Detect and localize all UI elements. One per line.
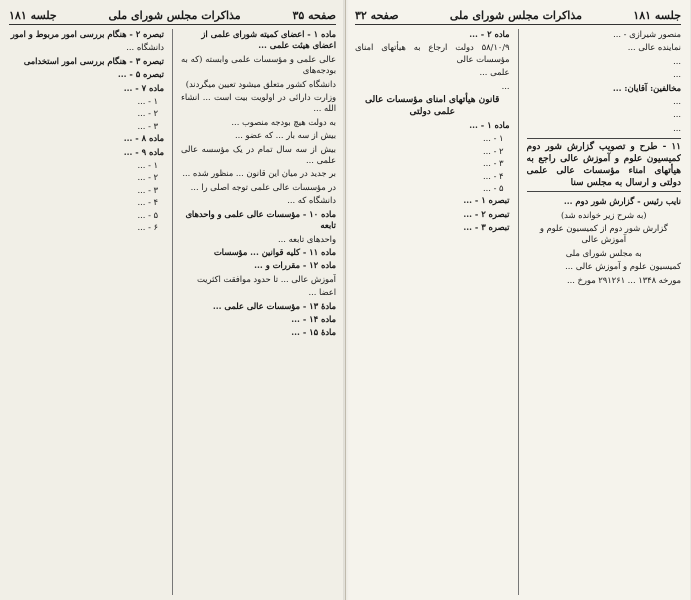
left-col-a-line-18: مادهٔ ۱۵ - ...: [291, 327, 336, 338]
left-col-b-line-6: ۲ - ...: [137, 108, 158, 119]
right-col-b-line-12: تبصره ۲ - ...: [463, 208, 510, 219]
right-col-b-line-13: تبصره ۳ - ...: [463, 222, 510, 233]
left-page-title: مذاکرات مجلس شورای ملی: [108, 8, 241, 22]
left-col-a-line-3: وزارت دارائی در اولویت بیت است ... انشاء الله ...: [181, 92, 336, 114]
right-col-a-line-8: نایب رئیس - گزارش شور دوم ...: [563, 196, 681, 207]
right-page-columns: [355, 29, 681, 595]
left-page-column-a: [181, 29, 336, 595]
left-col-a-line-12: ماده ۱۱ - کلیه قوانین ... مؤسسات: [213, 246, 336, 257]
left-col-a-line-0: ماده ۱ - اعضای کمیته شورای علمی از اعضای هیئت علمی ...: [201, 29, 336, 51]
left-col-a-line-13: ماده ۱۲ - مقررات و ...: [254, 260, 336, 271]
left-col-b-line-1: دانشگاه ...: [126, 42, 164, 53]
left-page-header: [9, 6, 336, 25]
right-col-a-line-13: مورخه ۱۳۴۸ ... ۲۹۱۲۶۱ مورخ ...: [567, 274, 681, 285]
left-col-a-line-14: آموزش عالی ... تا حدود موافقت اکثریت: [197, 273, 336, 284]
right-col-b-line-4: قانون هیأتهای امنای مؤسسات عالی علمی دولتی: [365, 95, 500, 118]
left-col-a-line-10: ماده ۱۰ - مؤسسات عالی علمی و واحدهای تابعه: [185, 208, 336, 231]
right-col-b-line-6: ۱ - ...: [483, 133, 504, 144]
left-col-b-line-11: ۲ - ...: [137, 172, 158, 183]
left-col-b-line-9: ماده ۹ - ...: [123, 146, 164, 157]
right-page-title: مذاکرات مجلس شورای ملی: [449, 8, 583, 22]
left-page-columns: [9, 29, 336, 595]
right-col-a-line-11: به مجلس شورای ملی: [565, 247, 642, 258]
left-page-column-b: [9, 29, 164, 595]
right-col-b-line-2: علمی ...: [479, 67, 510, 78]
right-column-divider: [518, 29, 519, 595]
left-col-a-line-7: بر جدید در میان این قانون ... منظور شده ...: [182, 168, 336, 179]
left-col-b-line-15: ۶ - ...: [137, 222, 158, 233]
right-page-number: صفحه ۳۲: [355, 8, 399, 22]
left-col-a-line-1: عالی علمی و مؤسسات علمی وابسته (که به بودجه‌های: [181, 53, 336, 76]
right-col-a-line-0: منصور شیرازی - ...: [613, 29, 681, 39]
right-col-b-line-11: تبصره ۱ - ...: [463, 195, 510, 206]
left-col-b-line-12: ۳ - ...: [137, 184, 158, 195]
left-col-a-line-4: به دولت هیچ بودجه منصوب ...: [231, 116, 336, 127]
left-col-a-line-6: بیش از سه سال تمام در یک مؤسسه عالی علمی ...: [181, 143, 336, 166]
right-col-a-line-6: ...: [673, 109, 681, 120]
left-col-b-line-4: ماده ۷ - ...: [123, 82, 164, 93]
right-col-a-line-7: ...: [673, 122, 681, 133]
right-col-b-line-8: ۳ - ...: [483, 158, 504, 169]
left-col-b-line-8: ماده ۸ - ...: [123, 133, 164, 144]
left-col-b-line-14: ۵ - ...: [137, 209, 158, 220]
right-col-a-line-3: ...: [673, 69, 681, 80]
left-col-b-line-3: تبصره ۵ - ...: [117, 69, 164, 80]
left-col-b-line-2: تبصره ۳ - هنگام بررسی امور استخدامی: [23, 55, 164, 66]
left-page: [0, 0, 345, 600]
left-col-b-line-0: تبصره ۲ - هنگام بررسی امور مربوط و امور: [10, 29, 164, 39]
left-col-b-line-7: ۳ - ...: [137, 120, 158, 131]
left-col-a-line-2: دانشگاه کشور متعلق میشود تعیین میگردند): [185, 78, 336, 89]
right-col-b-line-3: ...: [501, 80, 510, 91]
right-page-column-a: [527, 29, 682, 595]
section-heading: ۱۱ - طرح و تصویب گزارش شور دوم کمیسیون علوم و آموزش عالی راجع به هیأتهای امناء مؤسسات عالی علمی دولتی و ارسال به مجلس سنا: [527, 138, 682, 192]
left-col-a-line-8: در مؤسسات عالی علمی توجه اصلی را ...: [190, 181, 336, 192]
right-col-b-line-0: ماده ۲ - ...: [469, 29, 510, 39]
left-col-a-line-9: دانشگاه که ...: [287, 195, 336, 206]
right-col-a-line-10: گزارش شور دوم از کمیسیون علوم و آموزش عالی: [539, 223, 668, 245]
right-col-a-line-12: کمیسیون علوم و آموزش عالی ...: [565, 261, 681, 272]
right-col-b-line-5: ماده ۱ - ...: [469, 120, 510, 131]
left-page-number: صفحه ۳۵: [292, 8, 336, 22]
left-col-a-line-15: اعضا ...: [308, 287, 336, 298]
right-page: [345, 0, 690, 600]
left-col-b-line-5: ۱ - ...: [137, 96, 158, 107]
left-col-a-line-11: واحدهای تابعه ...: [278, 233, 336, 244]
right-page-header: [355, 6, 681, 25]
left-col-a-line-17: ماده ۱۴ - ...: [291, 313, 336, 324]
right-col-a-line-9: (به شرح زیر خوانده شد): [560, 209, 647, 220]
right-page-session: جلسه ۱۸۱: [633, 8, 681, 22]
left-col-a-line-16: مادهٔ ۱۳ - مؤسسات عالی علمی ...: [212, 300, 336, 311]
left-col-b-line-10: ۱ - ...: [137, 160, 158, 171]
page-fold-shadow: [343, 0, 349, 600]
left-page-session: جلسه ۱۸۱: [9, 8, 57, 22]
left-col-b-line-13: ۴ - ...: [137, 197, 158, 208]
right-col-a-line-2: ...: [673, 55, 681, 66]
right-col-a-line-5: ...: [673, 96, 681, 107]
left-col-a-line-5: بیش از سه بار ... که عضو ...: [234, 130, 336, 141]
left-column-divider: [172, 29, 173, 595]
right-col-b-line-1: ۵۸/۱۰/۹ دولت ارجاع به هیأتهای امنای مؤسسات عالی: [355, 42, 510, 64]
right-col-a-line-1: نماینده عالی ...: [627, 42, 681, 53]
right-col-b-line-9: ۴ - ...: [483, 170, 504, 181]
right-col-a-line-4: مخالفین: آقایان: ...: [612, 82, 681, 93]
right-col-b-line-10: ۵ - ...: [483, 183, 504, 194]
right-page-column-b: [355, 29, 510, 595]
right-col-b-line-7: ۲ - ...: [483, 145, 504, 156]
